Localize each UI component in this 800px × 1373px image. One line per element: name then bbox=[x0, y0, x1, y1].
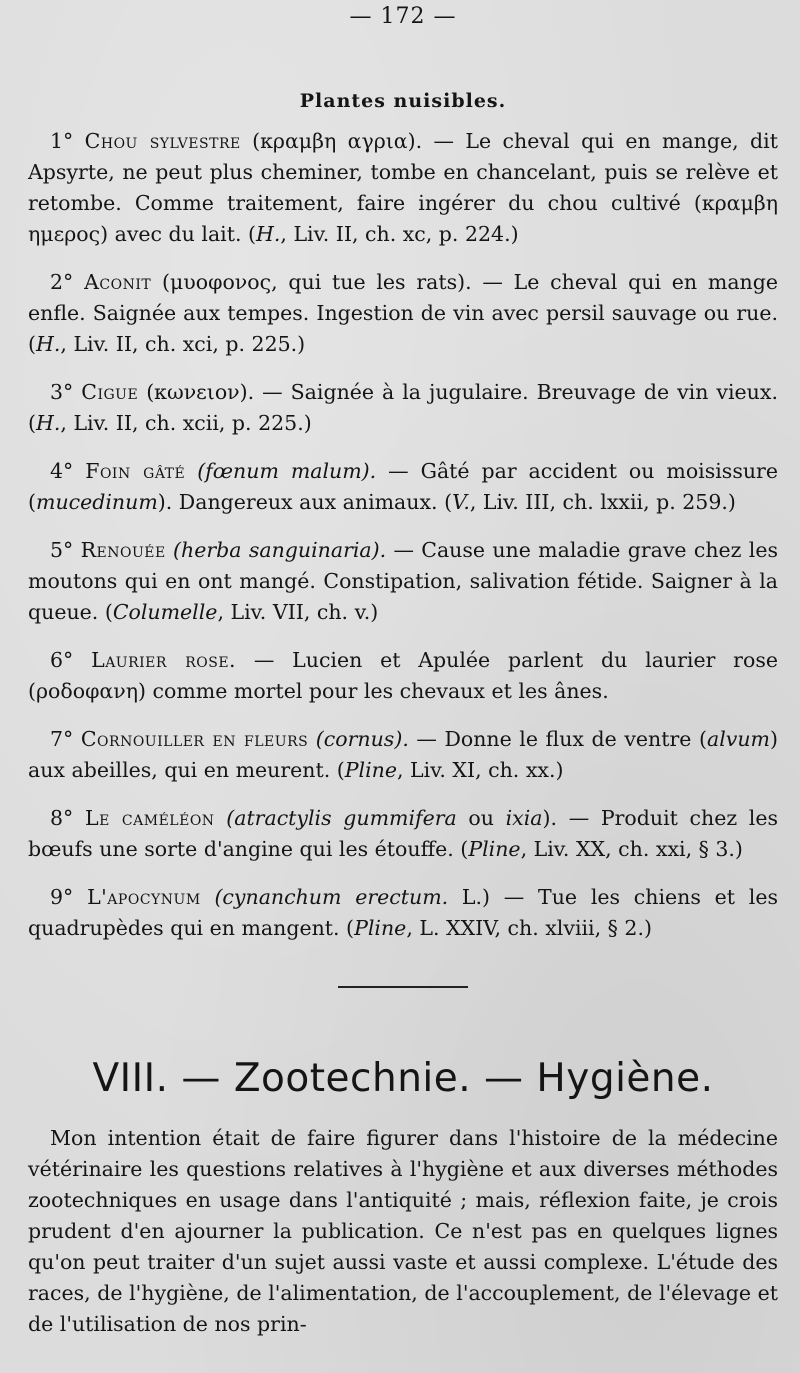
latin-term: mucedinum bbox=[36, 490, 158, 514]
latin-name: (cornus). bbox=[315, 727, 409, 751]
plant-name: Chou sylvestre bbox=[84, 129, 241, 153]
reference-author: Pline bbox=[354, 916, 407, 940]
reference-detail: , Liv. II, ch. xc, p. 224.) bbox=[280, 222, 519, 246]
entry-3 bbox=[28, 377, 778, 439]
reference-author: H. bbox=[36, 411, 61, 435]
plant-name: Aconit bbox=[84, 270, 152, 294]
entry-text: ou bbox=[456, 806, 506, 830]
chapter-title: VIII. — Zootechnie. — Hygiène. bbox=[92, 1056, 714, 1101]
reference-detail: , Liv. II, ch. xci, p. 225.) bbox=[60, 332, 306, 356]
plant-name: L'apocynum bbox=[87, 885, 201, 909]
reference-author: Columelle bbox=[112, 600, 218, 624]
entry-number: 1° bbox=[50, 129, 74, 153]
latin-name: (atractylis gummifera bbox=[226, 806, 457, 830]
plant-name: Laurier rose. bbox=[91, 648, 237, 672]
section-heading: Plantes nuisibles. bbox=[299, 90, 507, 112]
entry-text: — Cause une maladie grave chez les moutons qui en ont mangé. Constipation, salivation fétide. Saigner à la queue. ( bbox=[28, 538, 778, 624]
entry-5 bbox=[28, 535, 778, 628]
latin-name: (fœnum malum). bbox=[197, 459, 377, 483]
plant-name: Le caméléon bbox=[84, 806, 215, 830]
plant-name: Renouée bbox=[80, 538, 166, 562]
entry-text-continued: ) aux abeilles, qui en meurent. ( bbox=[28, 727, 778, 782]
reference-author: Pline bbox=[344, 758, 398, 782]
entry-text: — Lucien et Apulée parlent du laurier rose (ροδοφανη) comme mortel pour les chevaux et les ânes. bbox=[28, 648, 778, 703]
latin-name: (herba sanguinaria). bbox=[173, 538, 387, 562]
entry-number: 4° bbox=[50, 459, 74, 483]
reference-author: H. bbox=[36, 332, 61, 356]
entry-text: — Gâté par accident ou moisissure ( bbox=[28, 459, 778, 514]
reference-detail: , Liv. II, ch. xcii, p. 225.) bbox=[60, 411, 312, 435]
entry-number: 7° bbox=[50, 727, 74, 751]
entry-6 bbox=[28, 645, 778, 707]
entry-text: — Le cheval qui en mange, dit Apsyrte, ne peut plus cheminer, tombe en chancelant, puis se relève et retombe. Comme traitement, faire ingérer du chou cultivé (κραμβη ημερος) avec du lait. ( bbox=[28, 129, 778, 246]
greek-name: (κωνειον). bbox=[146, 380, 255, 404]
greek-name: (μυοφονος, qui tue les rats). bbox=[161, 270, 472, 294]
plant-name: Foin gâté bbox=[85, 459, 186, 483]
plant-name: Cornouiller en fleurs bbox=[80, 727, 309, 751]
section-divider bbox=[338, 986, 468, 988]
reference-detail: , L. XXIV, ch. xlviii, § 2.) bbox=[406, 916, 652, 940]
reference-detail: , Liv. VII, ch. v.) bbox=[217, 600, 379, 624]
reference-author: Pline bbox=[468, 837, 521, 861]
entry-1 bbox=[28, 126, 778, 250]
reference-author: V. bbox=[452, 490, 470, 514]
reference-detail: , Liv. III, ch. lxxii, p. 259.) bbox=[469, 490, 736, 514]
chapter-paragraph: Mon intention était de faire figurer dans l'histoire de la médecine vétérinaire les questions relatives à l'hygiène et aux diverses méthodes zootechniques en usage dans l'antiquité ; mais, réflexion faite, je crois prudent d'en ajourner la publication. Ce n'est pas en quelques lignes qu'on peut traiter d'un sujet aussi vaste et aussi complexe. L'étude des races, de l'hygiène, de l'alimentation, de l'accouplement, de l'élevage et de l'utilisation de nos prin- bbox=[28, 1126, 778, 1336]
latin-name: (cynanchum erectum. bbox=[214, 885, 449, 909]
entry-number: 3° bbox=[50, 380, 74, 404]
entry-number: 8° bbox=[50, 806, 74, 830]
entry-text-continued: ). — Produit chez les bœufs une sorte d'angine qui les étouffe. ( bbox=[28, 806, 778, 861]
reference-author: H. bbox=[256, 222, 281, 246]
reference-detail: , Liv. XI, ch. xx.) bbox=[397, 758, 564, 782]
entry-number: 2° bbox=[50, 270, 74, 294]
entry-text-continued: ). Dangereux aux animaux. ( bbox=[157, 490, 453, 514]
entry-text: — Donne le flux de ventre ( bbox=[408, 727, 707, 751]
entry-text: — Le cheval qui en mange enfle. Saignée aux tempes. Ingestion de vin avec persil sauvage ou rue. ( bbox=[28, 270, 778, 356]
entry-8 bbox=[28, 803, 778, 865]
entry-number: 9° bbox=[50, 885, 74, 909]
latin-term: ixia bbox=[505, 806, 543, 830]
greek-name: (κραμβη αγρια). bbox=[252, 129, 423, 153]
entry-text: L.) — Tue les chiens et les quadrupèdes qui en mangent. ( bbox=[28, 885, 778, 940]
entry-7 bbox=[28, 724, 778, 786]
entry-2 bbox=[28, 267, 778, 360]
reference-detail: , Liv. XX, ch. xxi, § 3.) bbox=[520, 837, 743, 861]
entry-9 bbox=[28, 882, 778, 944]
page-number: — 172 — bbox=[349, 4, 457, 29]
entry-text: — Saignée à la jugulaire. Breuvage de vin vieux. ( bbox=[28, 380, 778, 435]
latin-term: alvum bbox=[706, 727, 770, 751]
entry-number: 6° bbox=[50, 648, 74, 672]
plant-name: Cigue bbox=[81, 380, 139, 404]
entry-number: 5° bbox=[50, 538, 74, 562]
entry-4 bbox=[28, 456, 778, 518]
